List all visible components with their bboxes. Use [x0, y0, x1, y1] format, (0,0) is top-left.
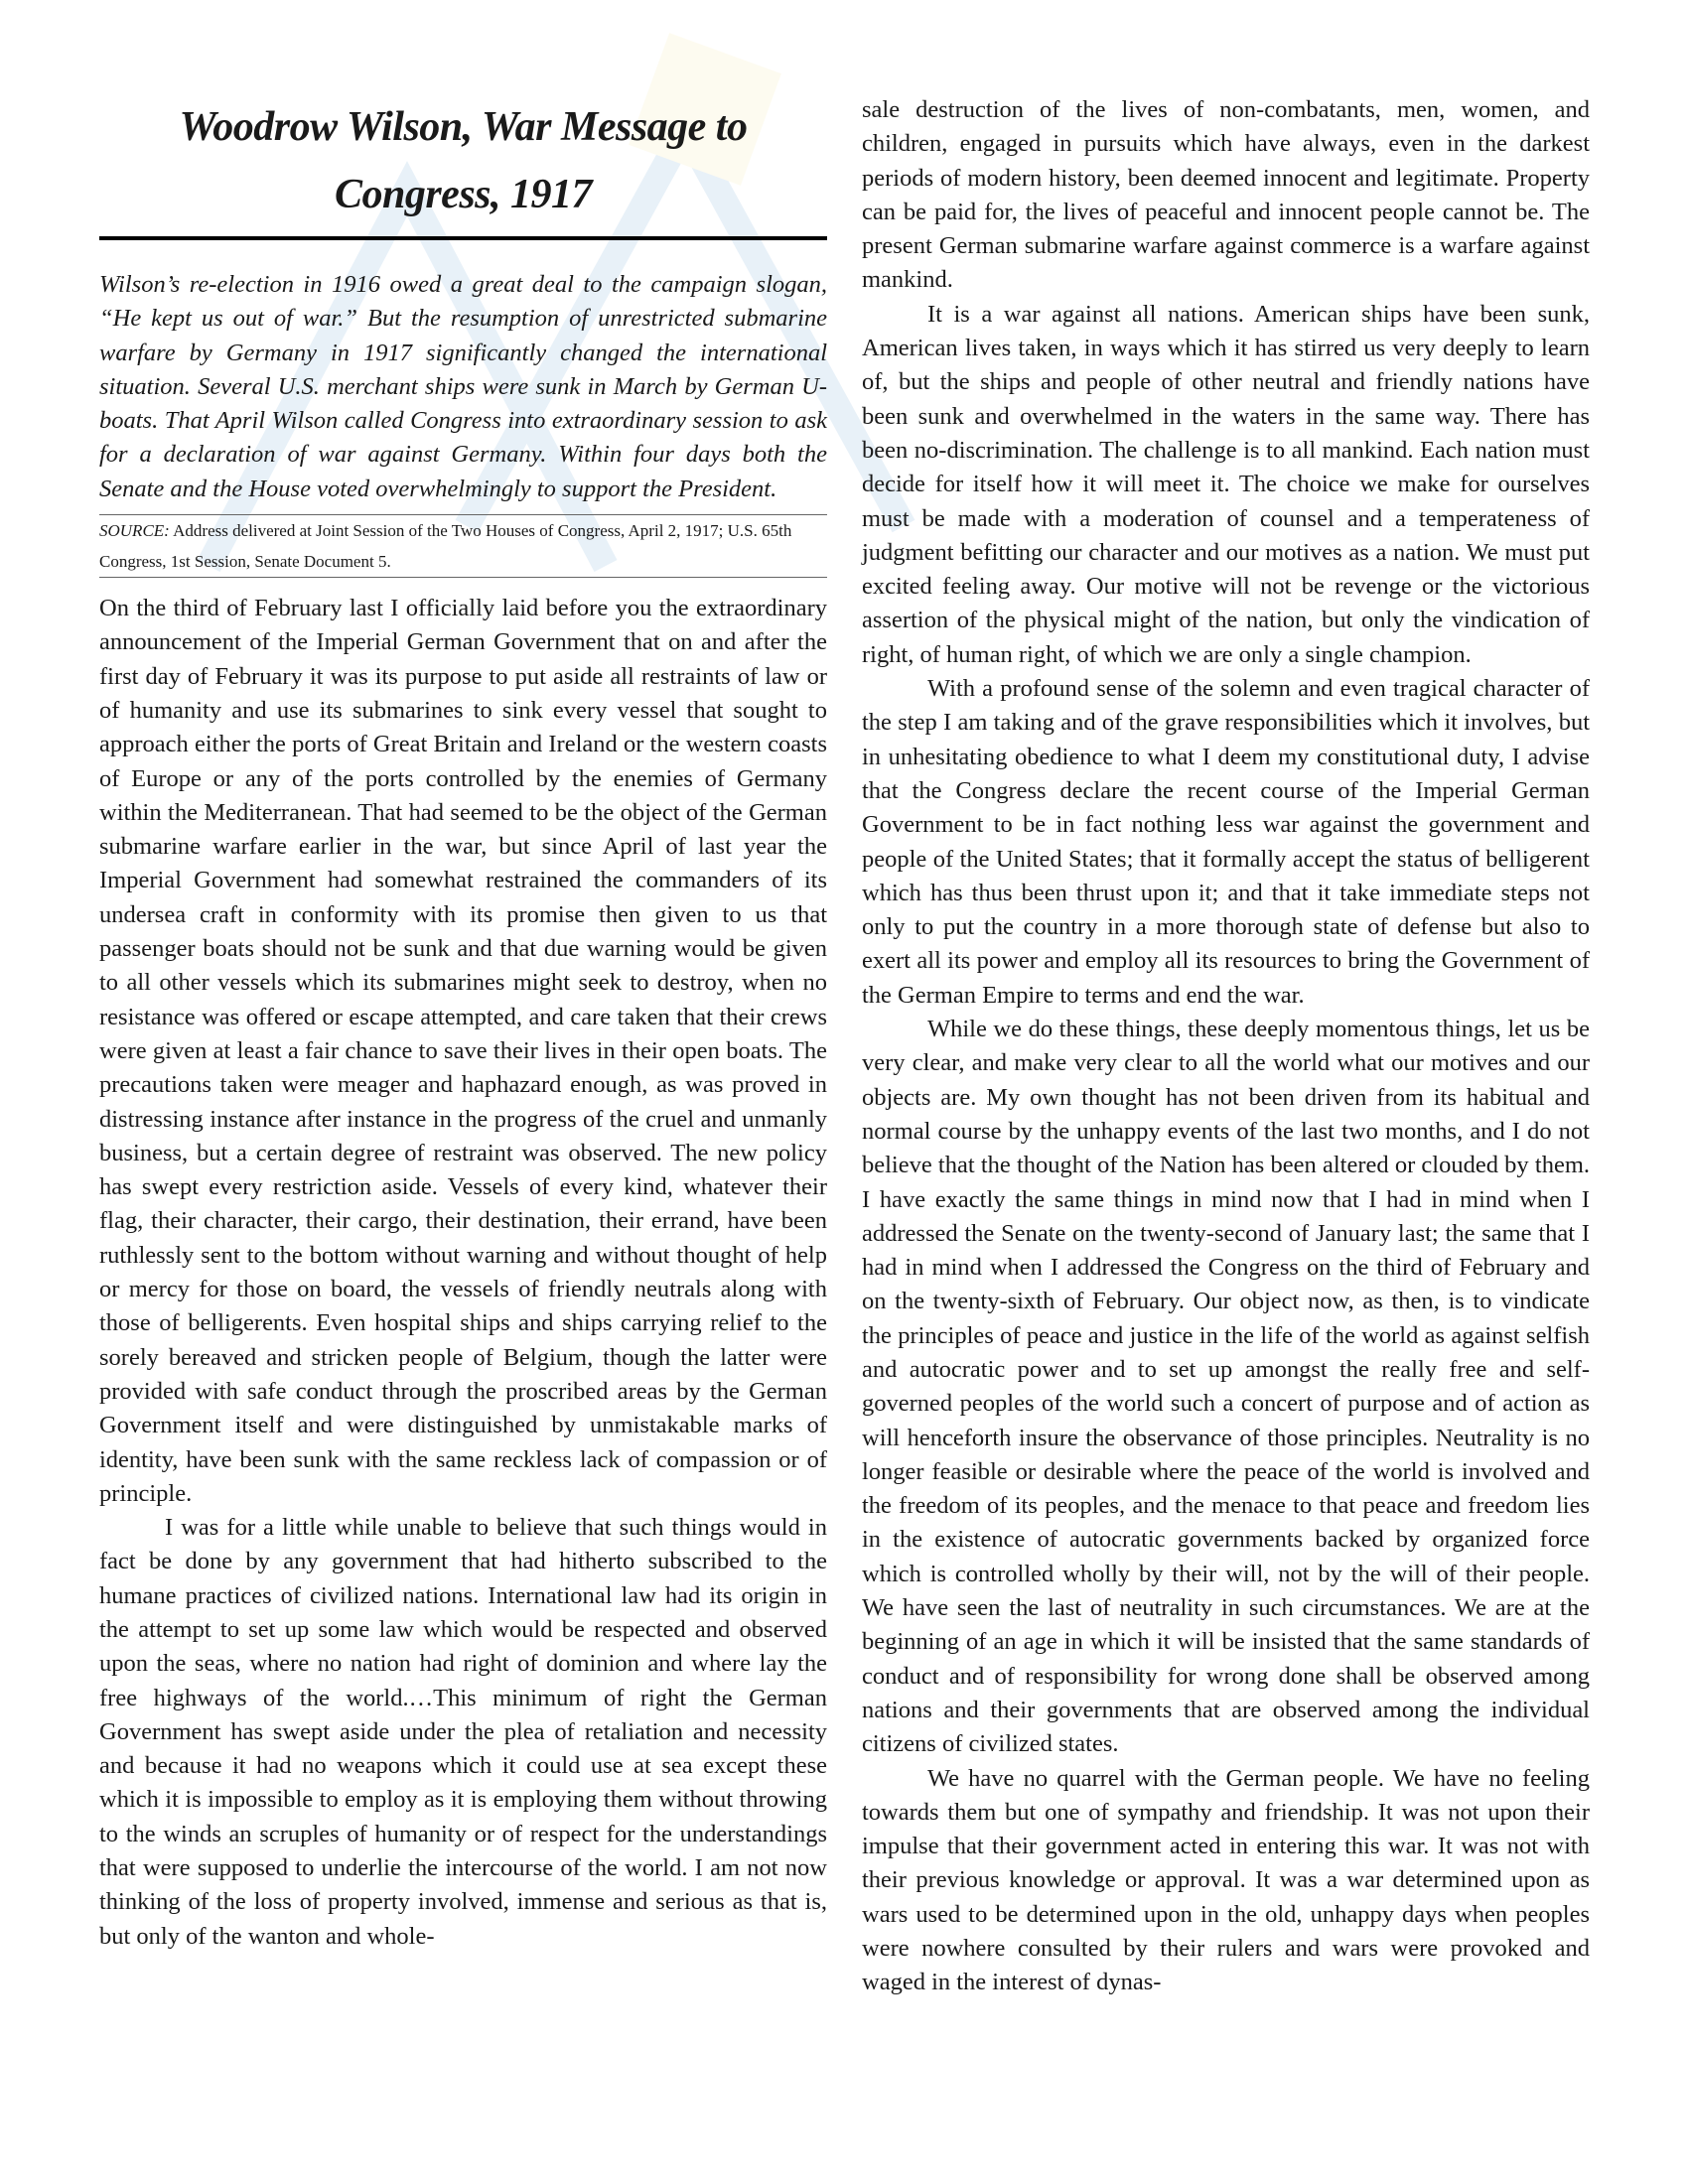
body-paragraph: It is a war against all nations. American ships have been sunk, American lives taken, in ways which it has stirred us very deeply to learn of, but the ships and people of other neutral and friendly nations have been sunk and overwhelmed in the waters in the same way. There has been no-discrimination. The challenge is to all mankind. Each nation must decide for itself how it will meet it. The choice we make for ourselves must be made with a moderation of counsel and a temperateness of judgment befitting our character and our motives as a nation. We must put excited feeling away. Our motive will not be revenge or the victorious assertion of the physical might of the nation, but only the vindication of right, of human right, of which we are only a single champion. [862, 300, 1590, 668]
body-paragraph: I was for a little while unable to believe that such things would in fact be done by any government that had hitherto subscribed to the humane practices of civilized nations. International law had its origin in the attempt to set up some law which would be respected and observed upon the seas, where no nation had right of dominion and where lay the free highways of the world.…This minimum of right the German Government has swept aside under the plea of retaliation and necessity and because it had no weapons which it could use at sea except these which it is impossible to employ as it is employing them without throwing to the winds an scruples of humanity or of respect for the understandings that were supposed to underlie the intercourse of the world. I am not now thinking of the loss of property involved, immense and serious as that is, but only of the wanton and whole- [99, 1514, 827, 1950]
source-label: SOURCE: [99, 521, 170, 541]
body-paragraph: With a profound sense of the solemn and even tragical character of the step I am taking and of the grave responsibilities which it involves, but in unhesitating obedience to what I deem my constitutional duty, I advise that the Congress declare the recent course of the Imperial German Government to be in fact nothing less war against the government and people of the United States; that it formally accept the status of belligerent which has thus been thrust upon it; and that it take immediate steps not only to put the country in a more thorough state of defense but also to exert all its power and employ all its resources to bring the Government of the German Empire to terms and end the war. [862, 675, 1590, 1009]
body-paragraph: While we do these things, these deeply momentous things, let us be very clear, and make very clear to all the world what our motives and our objects are. My own thought has not been driven from its habitual and normal course by the unhappy events of the last two months, and I do not believe that the thought of the Nation has been altered or clouded by them. I have exactly the same things in mind now that I had in mind when I addressed the Senate on the twenty-second of January last; the same that I had in mind when I addressed the Congress on the third of February and on the twenty-sixth of February. Our object now, as then, is to vindicate the principles of peace and justice in the life of the world as against selfish and autocratic power and to set up amongst the really free and self-governed peoples of the world such a concert of purpose and of action as will henceforth insure the observance of those principles. Neutrality is no longer feasible or desirable where the peace of the world is involved and the freedom of its peoples, and the menace to that peace and freedom lies in the existence of autocratic governments backed by organized force which is controlled wholly by their will, not by the will of their people. We have seen the last of neutrality in such circumstances. We are at the beginning of an age in which it will be insisted that the same standards of conduct and of responsibility for wrong done shall be observed among nations and their governments that are observed among the individual citizens of civilized states. [862, 1016, 1590, 1758]
right-column [862, 93, 1590, 2000]
title-divider [99, 236, 827, 240]
body-paragraph: On the third of February last I officially laid before you the extraordinary announcement of the Imperial German Government that on and after the first day of February it was its purpose to put aside all restraints of law or of humanity and use its submarines to sink every vessel that sought to approach either the ports of Great Britain and Ireland or the western coasts of Europe or any of the ports controlled by the enemies of Germany within the Mediterranean. That had seemed to be the object of the German submarine warfare earlier in the war, but since April of last year the Imperial Government had somewhat restrained the commanders of its undersea craft in conformity with its promise then given to us that passenger boats should not be sunk and that due warning would be given to all other vessels which its submarines might seek to destroy, when no resistance was offered or escape attempted, and care taken that their crews were given at least a fair chance to save their lives in their open boats. The precautions taken were meager and haphazard enough, as was proved in distressing instance after instance in the progress of the cruel and unmanly business, but a certain degree of restraint was observed. The new policy has swept every restriction aside. Vessels of every kind, whatever their flag, their character, their cargo, their destination, their errand, have been ruthlessly sent to the bottom without warning and without thought of help or mercy for those on board, the vessels of friendly neutrals along with those of belligerents. Even hospital ships and ships carrying relief to the sorely bereaved and stricken people of Belgium, though the latter were provided with safe conduct through the proscribed areas by the German Government itself and were distinguished by unmistakable marks of identity, have been sunk with the same reckless lack of compassion or of principle. [99, 595, 827, 1507]
source-text: Address delivered at Joint Session of the Two Houses of Congress, April 2, 1917; U.S. 65th Congress, 1st Session, Senate Document 5. [99, 521, 792, 572]
source-citation [99, 514, 827, 578]
page-title: Woodrow Wilson, War Message to Congress, 1917 [179, 104, 748, 217]
intro-note: Wilson’s re-election in 1916 owed a great deal to the campaign slogan, “He kept us out of war.” But the resumption of unrestricted submarine warfare by Germany in 1917 significantly changed the international situation. Several U.S. merchant ships were sunk in March by German U-boats. That April Wilson called Congress into extraordinary session to ask for a declaration of war against Germany. Within four days both the Senate and the House voted overwhelmingly to support the President. [99, 271, 827, 502]
left-column [99, 93, 827, 1954]
body-paragraph: We have no quarrel with the German people. We have no feeling towards them but one of sympathy and friendship. It was not upon their impulse that their government acted in entering this war. It was not with their previous knowledge or approval. It was a war determined upon as wars used to be determined upon in the old, unhappy days when peoples were nowhere consulted by their rulers and wars were provoked and waged in the interest of dynas- [862, 1764, 1590, 1996]
body-paragraph: sale destruction of the lives of non-combatants, men, women, and children, engaged in pursuits which have always, even in the darkest periods of modern history, been deemed innocent and legitimate. Property can be paid for, the lives of peaceful and innocent people cannot be. The present German submarine warfare against commerce is a warfare against mankind. [862, 96, 1590, 294]
